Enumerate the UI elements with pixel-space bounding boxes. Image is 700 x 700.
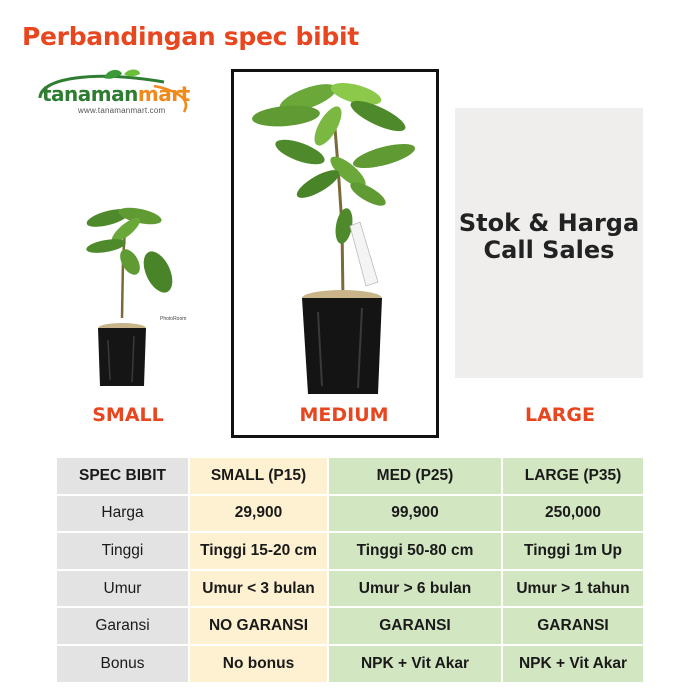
large-note-line1: Stok & Harga: [458, 209, 640, 237]
table-cell: NO GARANSI: [189, 607, 328, 645]
table-cell: NPK + Vit Akar: [502, 645, 644, 683]
large-note-line2: Call Sales: [483, 236, 615, 264]
row-label: Tinggi: [56, 532, 189, 570]
table-header-cell: SPEC BIBIT: [56, 457, 189, 495]
table-row: [56, 495, 644, 533]
brand-name-part1: tanaman: [42, 82, 138, 106]
table-cell: Tinggi 50-80 cm: [328, 532, 502, 570]
table-header-row: [56, 457, 644, 495]
table-cell: Umur > 6 bulan: [328, 570, 502, 608]
table-header-cell: MED (P25): [328, 457, 502, 495]
brand-logo: [34, 68, 204, 120]
small-plant-image: [78, 200, 188, 392]
table-header-cell: LARGE (P35): [502, 457, 644, 495]
table-row: [56, 645, 644, 683]
row-label: Umur: [56, 570, 189, 608]
table-cell: Umur < 3 bulan: [189, 570, 328, 608]
large-stock-note: [455, 210, 643, 264]
table-cell: Tinggi 1m Up: [502, 532, 644, 570]
table-cell: No bonus: [189, 645, 328, 683]
row-label: Harga: [56, 495, 189, 533]
row-label: Bonus: [56, 645, 189, 683]
table-cell: GARANSI: [328, 607, 502, 645]
page-title: Perbandingan spec bibit: [22, 22, 359, 51]
spec-comparison-table: [55, 456, 645, 684]
table-cell: 250,000: [502, 495, 644, 533]
table-cell: 29,900: [189, 495, 328, 533]
size-label-medium: MEDIUM: [299, 404, 389, 426]
table-cell: GARANSI: [502, 607, 644, 645]
large-stock-placeholder: [455, 108, 643, 378]
size-label-small: SMALL: [92, 404, 164, 426]
table-cell: Tinggi 15-20 cm: [189, 532, 328, 570]
row-label: Garansi: [56, 607, 189, 645]
photo-watermark: PhotoRoom: [160, 316, 187, 322]
table-cell: NPK + Vit Akar: [328, 645, 502, 683]
table-cell: 99,900: [328, 495, 502, 533]
brand-url: www.tanamanmart.com: [78, 106, 166, 115]
size-label-large: LARGE: [524, 404, 596, 426]
medium-plant-image: [238, 76, 434, 396]
brand-name-part2: mart: [137, 82, 190, 106]
table-row: [56, 570, 644, 608]
brand-name: [42, 82, 190, 106]
table-row: [56, 532, 644, 570]
table-header-cell: SMALL (P15): [189, 457, 328, 495]
table-cell: Umur > 1 tahun: [502, 570, 644, 608]
table-row: [56, 607, 644, 645]
